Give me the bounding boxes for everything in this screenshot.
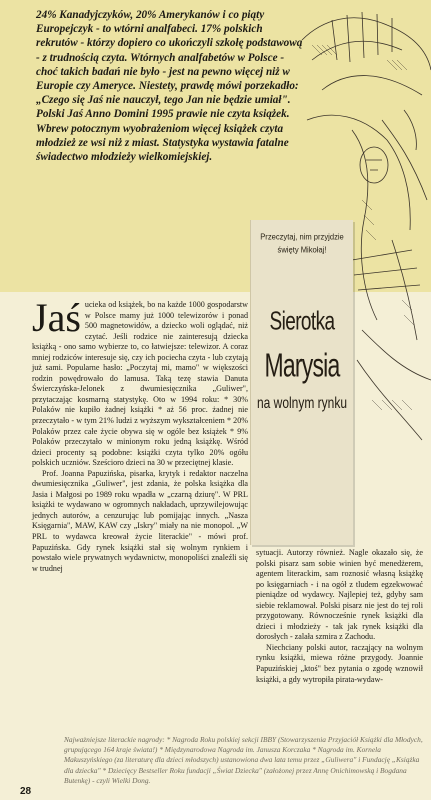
cover-title-line2: Marysia	[264, 345, 340, 384]
article-column-right	[256, 548, 423, 685]
article-paragraph	[32, 295, 248, 469]
drop-cap: Jaś	[32, 295, 81, 340]
article-paragraph-3: sytuacji. Autorzy również. Nagle okazało się, że polski pisarz sam sobie winien być menedżerem, agentem literackim, sam roznosić własną książkę po księgarniach - i na ogół z tludem egzekwować pieniądze od wydawcy. Najlepiej też, gdyby sam siebie reklamował. Polski pisarz nie jest do tej roli przygotowany. Równocześnie rynek książki dla dzieci i młodzieży - tak jak rynek książki dla dorosłych - zalała szmira z Zachodu.	[256, 548, 423, 642]
article-paragraph-4: Niechciany polski autor, racząjący na wolnym rynku książki, miewa różne przygody. Joannie Papuzińskiej „ktoś" bez pytania o zgodę wznowił książki, a gdy wytropiła pirata-wydaw-	[256, 642, 423, 684]
article-paragraph-2: Prof. Joanna Papuzińska, pisarka, krytyk i redaktor naczelna dwumiesięcznika „Guliwer", jest zdania, że polska książka dla Jasia i Małgosi po 1989 roku wpadła w „czarną dziurę". W PRL książki te wydawano w ogromnych nakładach, uprzywilejowując jednych autorów, a cenzurując lub pomijając innych. „Nasza Księgarnia", MAW, KAW czy „Iskry" miały na nie monopol. „W PRL to wydawca kreował życie literackie" - mówi prof. Papuzińska. Gdy rynek książki stał się wolnym rynkiem i powstało wiele prywatnych wydawnictw, monopoliści znaleźli się w trudnej	[32, 468, 248, 573]
page-number: 28	[20, 786, 32, 797]
book-cover-sierotka-marysia	[250, 220, 353, 545]
cover-title-line1: Sierotka	[269, 308, 335, 337]
article-paragraph-1: ucieka od książek, bo na każde 1000 gospodarstw w Polsce mamy już 1000 telewizorów i ponad 500 magnetowidów, a dziecko woli oglądać, niż czytać. Jeśli rodzice nie zainteresują dziecka książką - ono samo wybierze to, co łatwiejsze: telewizor. A coraz mniej rodziców interesuje się, czy ich pociecha czyta - lub czytają już sami. Popularne hasło: „Poczytaj mi, mamo" w większości rodzin powędrowało do lamusa. Taką tezę stawia Danuta Świerczyńska-Jelonek z dwumiesięcznika „Guliwer", przytaczając kosmarną statystykę. Oto w 1994 roku: * 30% Polaków nie kupiło żadnej książki * aż 56 proc. żadnej nie przeczytało - w tym 21% ludzi z wyższym wykształceniem * 20% Polaków przez całe życie obywa się w ogóle bez książek * 9% Polaków przeczytało w minionym roku jedną książkę. Wśród dzieci procenty są podobne: książki czyta tylko 20% ogółu polskich uczniów. Sześciorо dzieci na 30 w przeciętnej klasie.	[32, 300, 248, 468]
lead-paragraph	[36, 8, 304, 164]
lead-text: 24% Kanadyjczyków, 20% Amerykanów i co piąty Europejczyk - to wtórni analfabeci. 17% polskich rekrutów - którzy dopiero co ukończyli szkołę podstawową - z trudnością czyta. Wtórnych analfabetów w Polsce - choć takich badań nie było - jest na pewno więcej niż w Europie czy Ameryce. Niestety, prawdę mówi porzekadło: „Czego się Jaś nie nauczył, tego Jan nie będzie umiał". Polski Jaś Anno Domini 1995 prawie nie czyta książek. Wbrew potocznym wyobrażeniom więcej książek czyta młodzież ze wsi niż z miast. Statystyka wystawia fatalne świadectwo młodzieży wielkomiejskiej.	[36, 9, 303, 164]
article-column-left	[32, 295, 248, 574]
cover-tagline: Przeczytaj, nim przyjdzie święty Mikołaj!	[260, 232, 344, 255]
cover-subtitle: na wolnym rynku	[256, 393, 348, 413]
awards-footnote: Najważniejsze literackie nagrody: * Nagroda Roku polskiej sekcji IBBY (Stowarzyszenia Przyjaciół Książki dla Młodych, grupującego 164 kraje świata!) * Międzynarodowa Nagroda im. Janusza Korczaka * Nagroda im. Kornela Makuszyńskiego (za literaturę dla dzieci młodszych) ustanowiona dwa lata temu przez „Guliwera" i Fundację „Książka dla dziecka" * Dziecięcy Bestseller Roku fundacji „Świat Dziecka" (założonej przez Annę Onichimowską i Bogdana Butenkę) - czyli Wielki Dong.	[64, 735, 423, 785]
